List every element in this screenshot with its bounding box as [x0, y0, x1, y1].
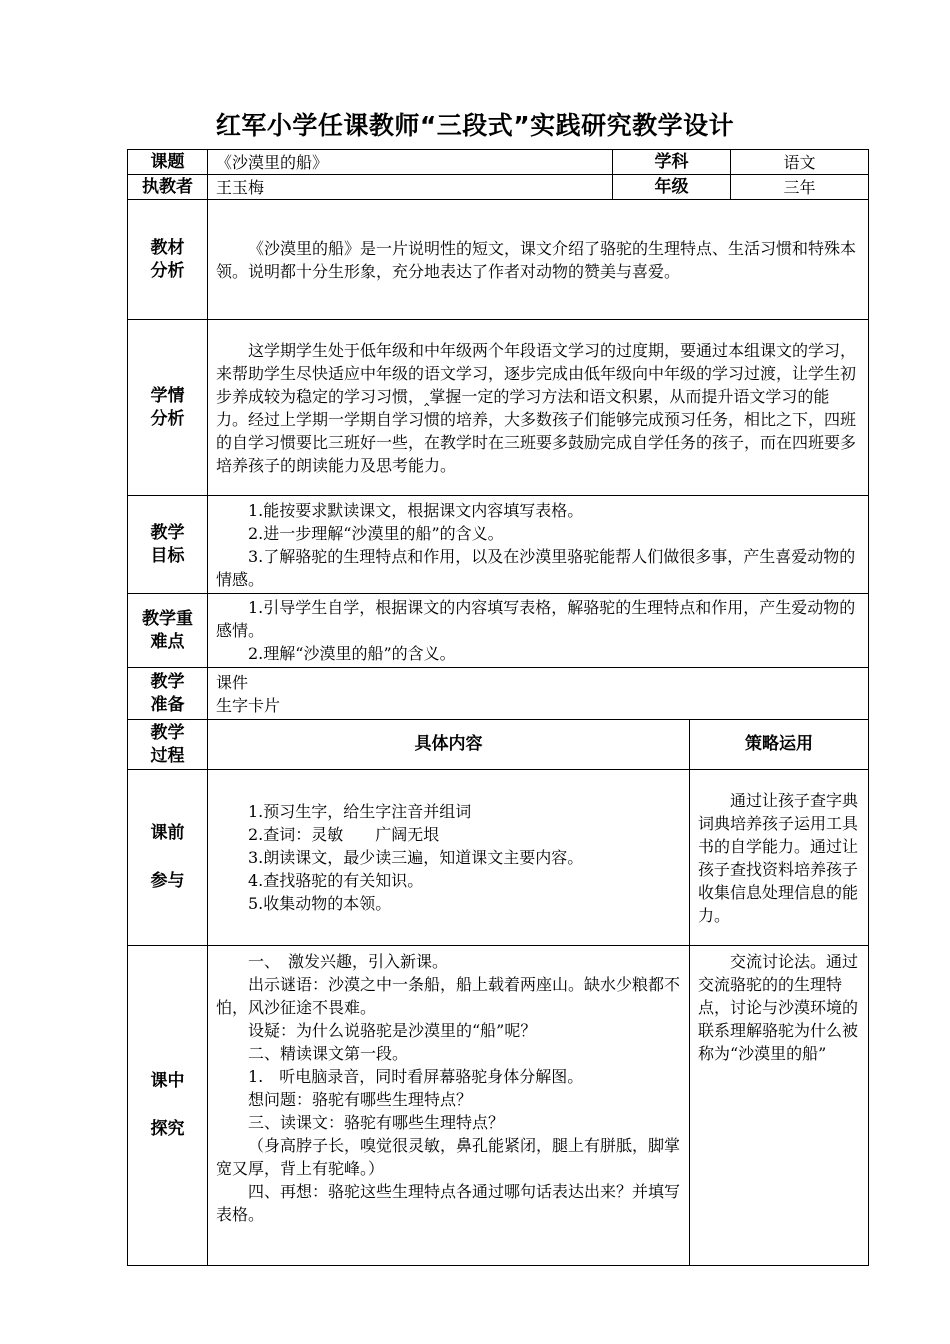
in-class-content-cell	[208, 946, 690, 1266]
pre-class-label-line1: 课前	[150, 823, 185, 843]
process-header-row	[128, 720, 869, 770]
focus-item: 2.理解“沙漠里的船”的含义。	[248, 644, 456, 663]
prep-label	[128, 668, 208, 720]
pre-class-item: 1.预习生字，给生字注音并组词	[248, 802, 472, 821]
goals-label-line1: 教学	[150, 522, 185, 543]
pre-class-item: 5.收集动物的本领。	[248, 894, 392, 913]
goal-item: 3.了解骆驼的生理特点和作用，以及在沙漠里骆驼能帮人们做很多事，产生喜爱动物的情感。	[216, 546, 856, 589]
strategy-header: 策略运用	[690, 720, 869, 770]
focus-item: 1.引导学生自学，根据课文的内容填写表格，解骆驼的生理特点和作用，产生爱动物的感情。	[216, 598, 856, 640]
pre-class-item: 2.查词：灵敏 广阔无垠	[248, 825, 440, 844]
learners-label-line2: 分析	[150, 408, 185, 429]
in-class-item: （身高脖子长，嗅觉很灵敏，鼻孔能紧闭，腿上有胼胝，脚掌宽又厚，背上有驼峰。）	[216, 1136, 681, 1178]
learners-text: 这学期学生处于低年级和中年级两个年段语文学习的过度期，要通过本组课文的学习，来帮助学生尽快适应中年级的语文学习，逐步完成由低年级向中年级的学习过渡，让学生初步养成较为稳定的学习习惯，‸掌握一定的学习方法和语文积累，从而提升语文学习的能力。经过上学期一学期自学习惯的培养，大多数孩子们能够完成预习任务，相比之下，四班的自学习惯要比三班好一些，在教学时在三班要多鼓励完成自学任务的孩子，而在四班要多培养孩子的朗读能力及思考能力。	[216, 340, 857, 475]
grade-label: 年级	[613, 175, 731, 200]
process-label-line1: 教学	[150, 722, 185, 743]
pre-class-label-line2: 参与	[150, 871, 185, 891]
goals-label	[128, 496, 208, 594]
pre-class-item: 3.朗读课文，最少读三遍，知道课文主要内容。	[248, 848, 584, 867]
goals-text-cell	[208, 496, 869, 594]
in-class-strategy-cell	[690, 946, 869, 1266]
pre-class-row	[128, 770, 869, 946]
pre-class-strategy: 通过让孩子查字典词典培养孩子运用工具书的自学能力。通过让孩子查找资料培养孩子收集信息处理信息的能力。	[698, 790, 859, 925]
in-class-label-line2: 探究	[150, 1119, 185, 1139]
material-text: 《沙漠里的船》是一片说明性的短文，课文介绍了骆驼的生理特点、生活习惯和特殊本领。说明都十分生形象，充分地表达了作者对动物的赞美与喜爱。	[216, 238, 857, 281]
process-label	[128, 720, 208, 770]
learners-text-cell	[208, 320, 869, 496]
topic-value: 《沙漠里的船》	[208, 150, 613, 175]
material-row	[128, 200, 869, 320]
material-text-cell	[208, 200, 869, 320]
grade-value: 三年	[731, 175, 869, 200]
in-class-item: 出示谜语：沙漠之中一条船，船上载着两座山。缺水少粮都不怕，风沙征途不畏难。	[216, 975, 681, 1017]
prep-item: 生字卡片	[216, 695, 281, 715]
prep-label-line2: 准备	[150, 694, 185, 715]
header-row-topic	[128, 150, 869, 175]
focus-text-cell	[208, 594, 869, 668]
goals-row	[128, 496, 869, 594]
learners-label-line1: 学情	[150, 385, 185, 406]
pre-class-content-cell	[208, 770, 690, 946]
header-row-teacher	[128, 175, 869, 200]
goals-label-line2: 目标	[150, 545, 185, 566]
prep-item: 课件	[216, 672, 249, 692]
material-label-line1: 教材	[150, 237, 185, 258]
focus-label-line1: 教学重	[142, 608, 193, 629]
in-class-item: 1. 听电脑录音，同时看屏幕骆驼身体分解图。	[248, 1067, 584, 1086]
pre-class-strategy-cell	[690, 770, 869, 946]
goal-item: 2.进一步理解“沙漠里的船”的含义。	[248, 523, 504, 543]
pre-class-item: 4.查找骆驼的有关知识。	[248, 871, 424, 890]
topic-label: 课题	[128, 150, 208, 175]
teacher-label: 执教者	[128, 175, 208, 200]
material-label	[128, 200, 208, 320]
in-class-row	[128, 946, 869, 1266]
subject-value: 语文	[731, 150, 869, 175]
subject-label: 学科	[613, 150, 731, 175]
focus-label-line2: 难点	[150, 631, 185, 652]
prep-row	[128, 668, 869, 720]
learners-row	[128, 320, 869, 496]
in-class-item: 三、读课文：骆驼有哪些生理特点？	[248, 1113, 505, 1132]
focus-label	[128, 594, 208, 668]
lesson-plan-table	[127, 149, 869, 1266]
in-class-item: 四、再想：骆驼这些生理特点各通过哪句话表达出来？并填写表格。	[216, 1182, 681, 1224]
page-title: 红军小学任课教师“三段式”实践研究教学设计	[215, 111, 735, 140]
prep-text-cell	[208, 668, 869, 720]
learners-label	[128, 320, 208, 496]
in-class-label	[128, 946, 208, 1266]
in-class-item: 二、精读课文第一段。	[248, 1044, 409, 1063]
content-header: 具体内容	[208, 720, 690, 770]
pre-class-label	[128, 770, 208, 946]
goal-item: 1.能按要求默读课文，根据课文内容填写表格。	[248, 500, 584, 520]
in-class-strategy: 交流讨论法。通过交流骆驼的的生理特点，讨论与沙漠环境的联系理解骆驼为什么被称为“沙漠里的船”	[698, 952, 859, 1063]
in-class-label-line1: 课中	[150, 1071, 185, 1091]
in-class-item: 设疑：为什么说骆驼是沙漠里的“船”呢？	[248, 1021, 537, 1040]
in-class-item: 一、 激发兴趣，引入新课。	[248, 952, 449, 971]
teacher-value: 王玉梅	[208, 175, 613, 200]
in-class-item: 想问题：骆驼有哪些生理特点？	[248, 1090, 473, 1109]
focus-row	[128, 594, 869, 668]
material-label-line2: 分析	[150, 260, 185, 281]
prep-label-line1: 教学	[150, 671, 185, 692]
process-label-line2: 过程	[150, 745, 185, 766]
